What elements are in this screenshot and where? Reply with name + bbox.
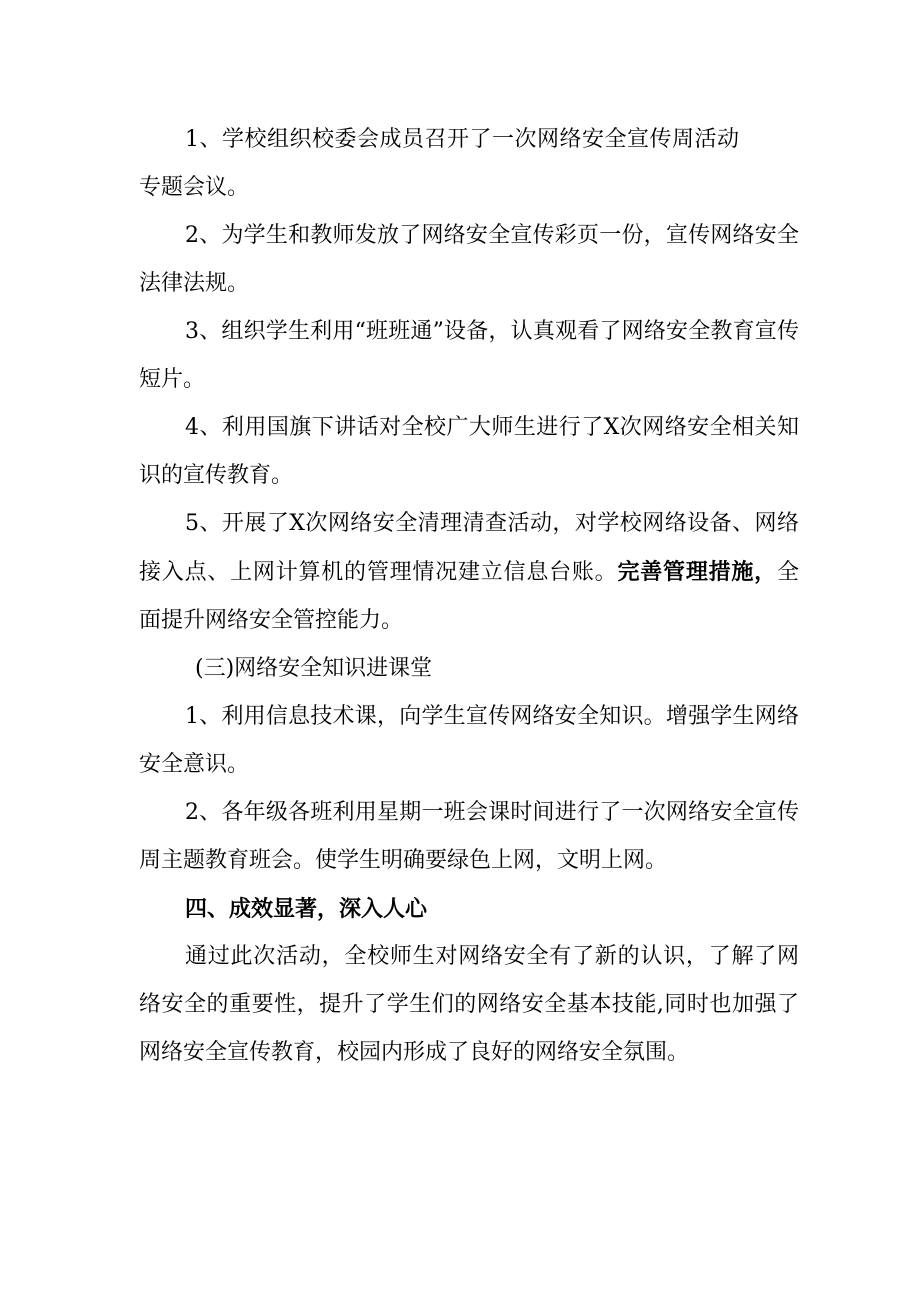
list-item (139, 308, 799, 404)
list-item (139, 693, 799, 789)
item-text: 1、学校组织校委会成员召开了一次网络安全宣传周活动专题会议。 (139, 127, 739, 200)
list-item (139, 116, 739, 212)
paragraph (139, 933, 799, 1077)
section-heading-text: (三)网络安全知识进课堂 (195, 656, 433, 681)
item-text: 2、为学生和教师发放了网络安全宣传彩页一份，宣传网络安全法律法规。 (139, 223, 799, 296)
item-text: 2、各年级各班利用星期一班会课时间进行了一次网络安全宣传周主题教育班会。使学生明确要绿色上网，文明上网。 (139, 800, 799, 873)
section-heading (139, 645, 799, 693)
item-text: 1、利用信息技术课，向学生宣传网络安全知识。增强学生网络安全意识。 (139, 704, 799, 777)
document-body (139, 116, 799, 1077)
list-item (139, 212, 799, 308)
list-item (139, 789, 799, 885)
list-item (139, 404, 799, 500)
list-item (139, 500, 799, 645)
item-text: 3、组织学生利用“班班通”设备，认真观看了网络安全教育宣传短片。 (139, 319, 799, 392)
item-text: 4、利用国旗下讲话对全校广大师生进行了X次网络安全相关知识的宣传教育。 (139, 415, 799, 488)
item-text: 全面提升网络安全管控能力。 (139, 560, 799, 633)
paragraph-text: 通过此次活动，全校师生对网络安全有了新的认识，了解了网络安全的重要性，提升了学生们的网络安全基本技能,同时也加强了网络安全宣传教育，校园内形成了良好的网络安全氛围。 (139, 944, 799, 1065)
section-heading-text: 四、成效显著，深入人心 (185, 896, 428, 922)
item-emphasis: 完善管理措施， (617, 559, 777, 585)
section-heading (139, 885, 799, 933)
item-text: 5、开展了X次网络安全清理清查活动，对学校网络设备、网络接入点、上网计算机的管理情况建立信息台账。 (139, 511, 799, 585)
